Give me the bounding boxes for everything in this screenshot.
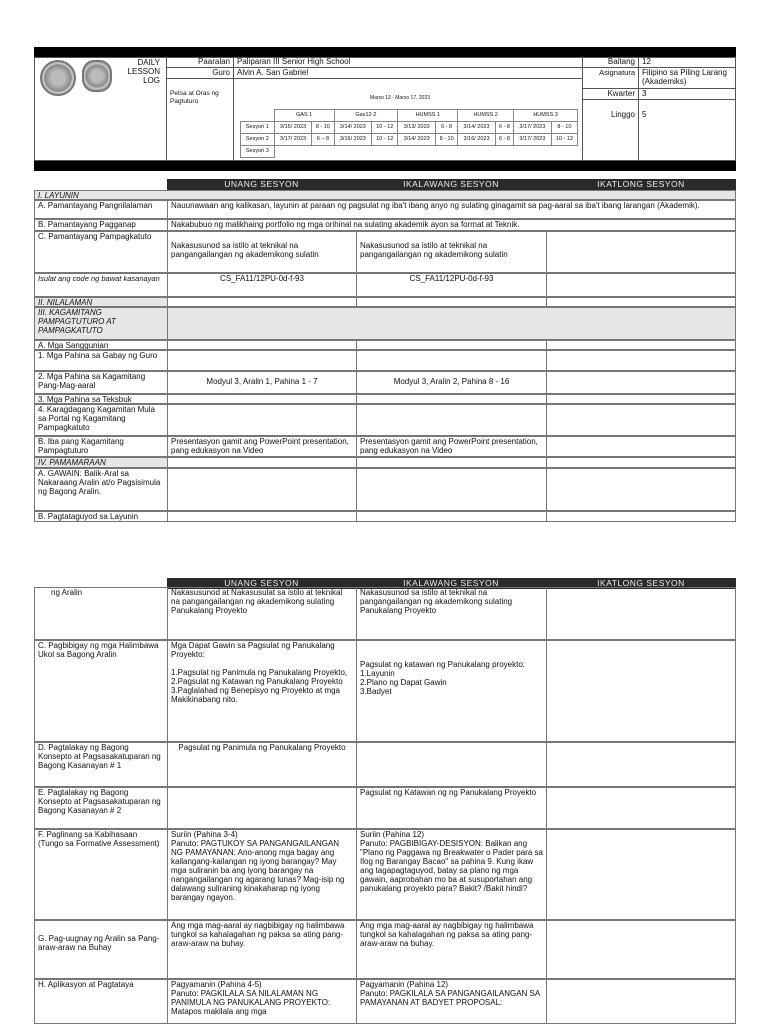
schedule-date: 3/15/ 2023 [274,122,312,134]
sesyon-label: Sesyon 3 [241,146,275,158]
section-header: HUMSS 3 [514,110,578,122]
lesson-log-label: LESSON LOG [127,67,160,85]
pagtalakay-1-label: D. Pagtalakay ng Bagong Konsepto at Pagsasakatuparan ng Bagong Kasanayan # 1 [34,742,168,787]
schedule-date: 3/16/ 2023 [458,134,496,146]
pagtalakay-2-value: Pagsulat ng Katawan ng ng Panukalang Proyekto [356,787,547,829]
aplikasyon-label: H. Aplikasyon at Pagtataya [34,979,168,1024]
paaralan-label: Paaralan [197,57,230,66]
pagtataguyod-label: B. Pagtataguyod sa Layunin [34,511,168,522]
isulat-code-label: Isulat ang code ng bawat kasanayan [34,273,168,297]
empty-cell [356,340,547,350]
empty-cell [546,350,736,371]
aralin-continued-label: ng Aralin [34,587,168,640]
gawain-balik-aral-label: A. GAWAIN: Balik-Aral sa Nakaraang Aralin at/o Pagsisimula ng Bagong Aralin. [34,468,168,511]
aplikasyon-value-1: Pagyamanin (Pahina 4-5) Panuto: PAGKILALA SA NILALAMAN NG PANIMULA NG PANUKALANG PROYEKTO: Matapos makilala ang mga [167,979,357,1024]
empty-cell [167,394,357,404]
empty-cell [167,511,357,522]
pag-uugnay-value-2: Ang mga mag-aaral ay nagbibigay ng halimbawa tungkol sa kahalagahan ng paksa sa ating pang-araw-araw na buhay. [356,920,547,979]
empty-cell [167,297,357,307]
linggo-value: 5 [642,110,647,119]
presentasyon-value-1: Presentasyon gamit ang PowerPoint presentation, pang edukasyon na Video [167,436,357,457]
gabay-guro-label: 1. Mga Pahina sa Gabay ng Guro [34,350,168,371]
schedule-date: 3/14/ 2023 [334,122,372,134]
ikatlong-sesyon-header-2: IKATLONG SESYON [546,578,736,589]
empty-cell [546,371,736,394]
asignatura-value: Filipino sa Piling Larang (Akademiks) [642,68,727,86]
guro-value: Alvin A. San Gabriel [237,68,309,77]
paaralan-value: Paliparan III Senior High School [237,57,351,66]
schedule-time: 6 - 8 [495,122,513,134]
layunin-section: I. LAYUNIN [34,190,736,200]
schedule-date: 3/14/ 2023 [398,134,436,146]
pamantayang-pampagkatuto-value-2: Nakasusunod sa istilo at teknikal na pangangailangan ng akademikong sulatin [356,231,547,273]
empty-cell [356,350,547,371]
pag-uugnay-label: G. Pag-uugnay ng Aralin sa Pang-araw-araw na Buhay [34,920,168,979]
deped-seal-icon [40,60,76,96]
modyul-value-2: Modyul 3, Aralin 2, Pahina 8 - 16 [356,371,547,394]
empty-cell [546,920,736,979]
header-divider [233,57,234,161]
empty-cell [546,979,736,1024]
empty-cell [356,394,547,404]
asignatura-label: Asignatura [599,68,635,77]
petsa-label: Petsa at Oras ng Pagtuturo [170,90,219,106]
empty-cell [546,829,736,920]
schedule-table [240,109,578,158]
empty-cell [167,787,357,829]
pamantayang-pagganap-value: Nakabubuo ng malikhaing portfolio ng mga orihinal na sulating akademik ayon sa format at Teknik. [167,219,736,231]
presentasyon-value-2: Presentasyon gamit ang PowerPoint presentation, pang edukasyon na Video [356,436,547,457]
schedule-date: 3/17/ 2023 [274,134,312,146]
paglinang-label: F. Paglinang sa Kabihasaan (Tungo sa Formative Assessment) [34,829,168,920]
schedule-date: 3/16/ 2023 [334,134,372,146]
schedule-date: 3/13/ 2023 [398,122,436,134]
empty-cell [546,297,736,307]
paglinang-value-2: Suriin (Pahina 12) Panuto: PAGBIBIGAY-DESISYON: Balikan ang "Plano ng Paggawa ng Breakwater o Pader para sa Ilog ng Barangay Bacao" sa pahina 9. Kung ikaw ang tagapagtaguyod, batay sa plano ng mga gawain, aaprobahan mo ba at susuportahan ang panukalang proyekto para? Bakit? /Bakit hindi? [356,829,547,920]
schedule-row [241,146,578,158]
schedule-date: 3/14/ 2023 [458,122,496,134]
baitang-value: 12 [642,57,651,66]
empty-cell [546,394,736,404]
kwarter-label: Kwarter [607,89,635,98]
section-header: GAS 1 [274,110,334,122]
date-range: Marso 13 - Marso 17, 2023 [369,95,431,101]
linggo-label: Linggo [610,110,635,119]
empty-cell [167,340,357,350]
empty-cell [167,350,357,371]
ikalawang-sesyon-header: IKALAWANG SESYON [356,179,546,190]
unang-sesyon-header-2: UNANG SESYON [167,578,356,589]
empty-cell [546,742,736,787]
section-header: HUMSS 2 [458,110,514,122]
empty-cell [546,457,736,468]
ikatlong-empty-cell [546,231,736,273]
pamantayang-pangnilalaman-value: Nauunawaan ang kalikasan, layunin at paraan ng pagsulat ng iba't ibang anyo ng sulating ginagamit sa pag-aaral sa iba't ibang larangan (Akademik). [167,200,736,219]
kwarter-value: 3 [642,89,647,98]
empty-cell [356,742,547,787]
teksbuk-label: 3. Mga Pahina sa Teksbuk [34,394,168,404]
schedule-time: 8 - 10 [312,122,334,134]
empty-cell [167,468,357,511]
header-row-line [582,99,736,100]
pamantayang-pagganap-label: B. Pamantayang Pagganap [34,219,168,231]
empty-cell [546,511,736,522]
schedule-row [241,134,578,146]
code-value-1: CS_FA11/12PU-0d-f-93 [167,273,357,297]
header-black-bar-bottom [34,161,736,171]
kagamitang-pang-mag-aaral-label: 2. Mga Pahina sa Kagamitang Pang-Mag-aaral [34,371,168,394]
empty-cell [546,640,736,742]
portal-label: 4. Karagdagang Kagamitan Mula sa Portal ng Kagamitang Pampagkatuto [34,404,168,436]
header-divider [582,57,583,161]
aralin-continued-value-2: Nakasusunod sa istilo at teknikal na pangangailangan ng akademikong sulating Panukalang Proyekto [356,587,547,640]
header-divider [166,57,167,161]
empty-cell [546,436,736,457]
header-black-bar [34,47,736,57]
paglinang-value-1: Suriin (Pahina 3-4) Panuto: PAGTUKOY SA PANGANGAILANGAN NG PAMAYANAN: Ano-anong mga bagay ang kailangang-kailangan ng iyong barangay? May mga suliranin ba ang iyong barangay na nangangailangan ng agarang lunas? Mag-isip ng dalawang suliraning kinakaharap ng iyong barangay ngayon. [167,829,357,920]
schedule-time: 6 - 8 [436,122,458,134]
iba-pang-kagamitan-label: B. Iba pang Kagamitang Pampagtuturo [34,436,168,457]
pagtalakay-2-label: E. Pagtalakay ng Bagong Konsepto at Pagsasakatuparan ng Bagong Kasanayan # 2 [34,787,168,829]
nilalaman-section: II. NILALAMAN [34,297,168,307]
pamamaraan-section: IV. PAMAMARAAN [34,457,168,468]
sanggunian-label: A. Mga Sanggunian [34,340,168,350]
schedule-date: 3/17/ 2023 [514,122,552,134]
header-divider [638,57,639,161]
schedule-date: 3/17/ 2023 [514,134,552,146]
empty-cell [546,404,736,436]
schedule-row [241,122,578,134]
pagbibigay-halimbawa-value-2: Pagsulat ng katawan ng Panukalang proyekto: 1.Layunin 2.Plano ng Dapat Gawin 3.Badyet [356,640,547,742]
aplikasyon-value-2: Pagyamanin (Pahina 12) Panuto: PAGKILALA SA PANGANGAILANGAN SA PAMAYANAN AT BADYET PROPOSAL: [356,979,547,1024]
sesyon-label: Sesyon 2 [241,134,275,146]
unang-sesyon-header: UNANG SESYON [167,179,356,190]
schedule-time: 6 – 8 [312,134,334,146]
ikalawang-sesyon-header-2: IKALAWANG SESYON [356,578,546,589]
empty-cell [546,468,736,511]
ikatlong-empty-cell [546,273,736,297]
empty-cell [546,587,736,640]
modyul-value-1: Modyul 3, Aralin 1, Pahina 1 - 7 [167,371,357,394]
pag-uugnay-value-1: Ang mga mag-aaral ay nagbibigay ng halimbawa tungkol sa kahalagahan ng paksa sa ating pang-araw-araw na buhay. [167,920,357,979]
empty-cell [356,457,547,468]
pamantayang-pangnilalaman-label: A. Pamantayang Pangnilalaman [34,200,168,219]
header-row-line [166,78,582,79]
pamantayang-pampagkatuto-label: C. Pamantayang Pampagkatuto [34,231,168,273]
daily-label: DAILY [137,58,160,67]
empty-cell [356,511,547,522]
guro-label: Guro [212,68,230,77]
empty-cell [167,457,357,468]
sesyon-label: Sesyon 1 [241,122,275,134]
kagamitang-section: III. KAGAMITANG PAMPAGTUTURO AT PAMPAGKATUTO [34,307,168,340]
pagtalakay-1-value: Pagsulat ng Panimula ng Panukalang Proyekto [167,742,357,787]
section-header: Gas12-2 [334,110,398,122]
division-seal-icon [82,60,112,92]
pagbibigay-halimbawa-value-1: Mga Dapat Gawin sa Pagsulat ng Panukalang Proyekto: 1.Pagsulat ng Panimula ng Panukalang Proyekto, 2.Pagsulat ng Katawan ng Panukalang Proyekto 3.Paglalahad ng Benepisyo ng Proyekto at mga Makikinabang nito. [167,640,357,742]
pagbibigay-halimbawa-label: C. Pagbibigay ng mga Halimbawa Ukol sa Bagong Aralin [34,640,168,742]
section-header: HUMSS 1 [398,110,458,122]
pamantayang-pampagkatuto-value-1: Nakasusunod sa istilo at teknikal na pangangailangan ng akademikong sulatin [167,231,357,273]
empty-cell [356,404,547,436]
schedule-time: 10 - 12 [551,134,577,146]
schedule-time: 10 - 12 [372,122,398,134]
empty-cell [167,404,357,436]
schedule-time: 10 - 12 [372,134,398,146]
empty-cell [546,787,736,829]
schedule-time: 8 - 10 [436,134,458,146]
baitang-label: Baitang [607,57,635,66]
code-value-2: CS_FA11/12PU-0d-f-93 [356,273,547,297]
empty-cell [546,340,736,350]
kagamitang-shaded [167,307,736,340]
schedule-time: 6 - 8 [495,134,513,146]
aralin-continued-value-1: Nakasusunod at Nakasusulat sa istilo at teknikal na pangangailangan ng akademikong sulating Panukalang Proyekto [167,587,357,640]
ikatlong-sesyon-header: IKATLONG SESYON [546,179,736,190]
schedule-time: 8 - 10 [551,122,577,134]
empty-cell [356,297,547,307]
empty-cell [356,468,547,511]
header-row-line [582,88,736,89]
